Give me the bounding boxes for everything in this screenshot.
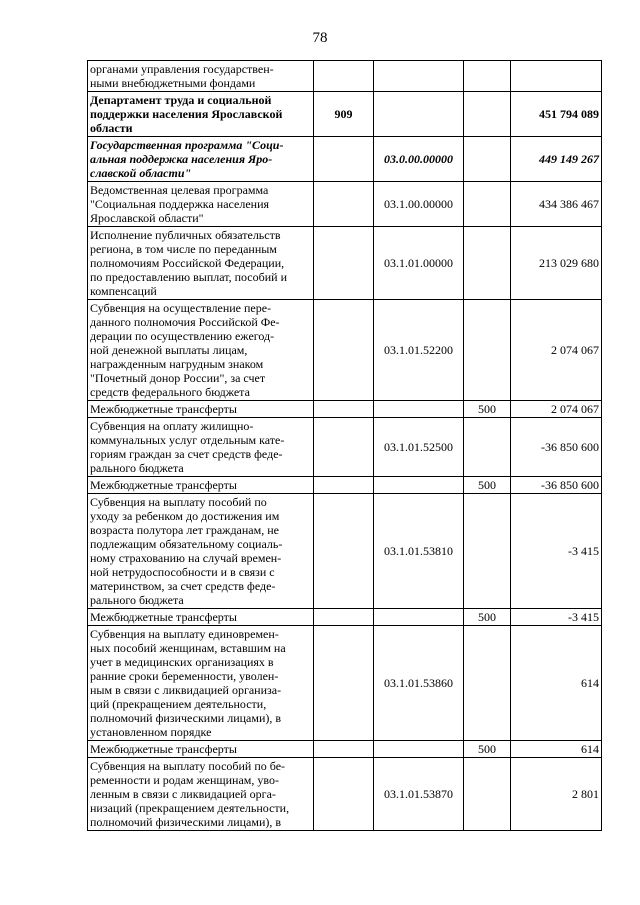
row-target-code-cell: 03.0.00.00000	[374, 137, 464, 182]
row-department-code-cell	[314, 61, 374, 92]
row-expense-type-cell	[464, 418, 511, 477]
row-sum-cell: 2 074 067	[511, 401, 602, 418]
row-expense-type-cell	[464, 137, 511, 182]
row-name-cell: Межбюджетные трансферты	[88, 477, 314, 494]
row-expense-type-cell: 500	[464, 477, 511, 494]
row-target-code-cell: 03.1.00.00000	[374, 182, 464, 227]
row-expense-type-cell	[464, 758, 511, 831]
row-name-cell: Субвенция на выплату пособий по бе- ременности и родам женщинам, уво- ленным в связи с ликвидацией орга- низаций (прекращением деятельности, полномочий физическими лицами), в	[88, 758, 314, 831]
table-row	[88, 227, 602, 300]
table-row	[88, 626, 602, 741]
row-name-cell: органами управления государствен- ными внебюджетными фондами	[88, 61, 314, 92]
row-department-code-cell	[314, 300, 374, 401]
row-sum-cell: 434 386 467	[511, 182, 602, 227]
row-department-code-cell	[314, 401, 374, 418]
row-sum-cell: -36 850 600	[511, 418, 602, 477]
row-sum-cell: 2 801	[511, 758, 602, 831]
row-name-cell: Субвенция на выплату единовремен- ных пособий женщинам, вставшим на учет в медицинских организациях в ранние сроки беременности, уволен- ным в связи с ликвидацией организа- ций (прекращением деятельности, полномочий физическими лицами), в установленном порядке	[88, 626, 314, 741]
row-name-cell: Межбюджетные трансферты	[88, 741, 314, 758]
row-name-cell: Субвенция на оплату жилищно- коммунальных услуг отдельным кате- гориям граждан за счет средств феде- рального бюджета	[88, 418, 314, 477]
row-target-code-cell: 03.1.01.53870	[374, 758, 464, 831]
table-row	[88, 758, 602, 831]
row-expense-type-cell	[464, 300, 511, 401]
row-expense-type-cell: 500	[464, 609, 511, 626]
table-row	[88, 477, 602, 494]
row-name-cell: Исполнение публичных обязательств региона, в том числе по переданным полномочиям Российской Федерации, по предоставлению выплат, пособий и компенсаций	[88, 227, 314, 300]
row-department-code-cell	[314, 626, 374, 741]
table-row	[88, 401, 602, 418]
row-department-code-cell	[314, 418, 374, 477]
row-sum-cell: 451 794 089	[511, 92, 602, 137]
table-row	[88, 494, 602, 609]
row-expense-type-cell	[464, 92, 511, 137]
row-department-code-cell	[314, 477, 374, 494]
row-target-code-cell	[374, 401, 464, 418]
row-name-cell: Субвенция на выплату пособий по уходу за ребенком до достижения им возраста полутора лет гражданам, не подлежащим обязательному социаль- ному страхованию на случай времен- ной нетрудоспособности и в связи с материнством, за счет средств феде- рального бюджета	[88, 494, 314, 609]
row-department-code-cell	[314, 227, 374, 300]
row-expense-type-cell	[464, 626, 511, 741]
row-name-cell: Департамент труда и социальной поддержки населения Ярославской области	[88, 92, 314, 137]
table-row	[88, 61, 602, 92]
row-sum-cell: 614	[511, 626, 602, 741]
row-department-code-cell	[314, 494, 374, 609]
row-target-code-cell	[374, 741, 464, 758]
row-department-code-cell	[314, 609, 374, 626]
row-name-cell: Государственная программа "Соци- альная поддержка населения Яро- славской области"	[88, 137, 314, 182]
table-row	[88, 609, 602, 626]
row-expense-type-cell: 500	[464, 741, 511, 758]
budget-table-body	[88, 61, 602, 831]
row-sum-cell: -3 415	[511, 609, 602, 626]
row-target-code-cell: 03.1.01.53860	[374, 626, 464, 741]
row-name-cell: Межбюджетные трансферты	[88, 401, 314, 418]
row-target-code-cell: 03.1.01.53810	[374, 494, 464, 609]
row-sum-cell: 213 029 680	[511, 227, 602, 300]
page-number: 78	[312, 30, 328, 46]
budget-table	[87, 60, 602, 831]
row-target-code-cell: 03.1.01.52500	[374, 418, 464, 477]
row-department-code-cell	[314, 182, 374, 227]
row-sum-cell: 2 074 067	[511, 300, 602, 401]
row-name-cell: Ведомственная целевая программа "Социальная поддержка населения Ярославской области"	[88, 182, 314, 227]
row-department-code-cell	[314, 137, 374, 182]
row-target-code-cell	[374, 92, 464, 137]
table-row	[88, 418, 602, 477]
row-department-code-cell	[314, 741, 374, 758]
row-target-code-cell	[374, 609, 464, 626]
row-department-code-cell	[314, 758, 374, 831]
row-target-code-cell	[374, 477, 464, 494]
row-name-cell: Межбюджетные трансферты	[88, 609, 314, 626]
row-sum-cell	[511, 61, 602, 92]
row-sum-cell: -36 850 600	[511, 477, 602, 494]
row-expense-type-cell	[464, 61, 511, 92]
row-department-code-cell: 909	[314, 92, 374, 137]
row-expense-type-cell: 500	[464, 401, 511, 418]
row-sum-cell: -3 415	[511, 494, 602, 609]
table-row	[88, 300, 602, 401]
row-target-code-cell	[374, 61, 464, 92]
row-name-cell: Субвенция на осуществление пере- данного полномочия Российской Фе- дерации по осуществлению ежегод- ной денежной выплаты лицам, награжденным нагрудным знаком "Почетный донор России", за счет средств федерального бюджета	[88, 300, 314, 401]
table-row	[88, 182, 602, 227]
row-target-code-cell: 03.1.01.52200	[374, 300, 464, 401]
row-sum-cell: 614	[511, 741, 602, 758]
row-expense-type-cell	[464, 182, 511, 227]
row-expense-type-cell	[464, 227, 511, 300]
row-target-code-cell: 03.1.01.00000	[374, 227, 464, 300]
table-row	[88, 92, 602, 137]
table-row	[88, 137, 602, 182]
row-expense-type-cell	[464, 494, 511, 609]
table-row	[88, 741, 602, 758]
row-sum-cell: 449 149 267	[511, 137, 602, 182]
